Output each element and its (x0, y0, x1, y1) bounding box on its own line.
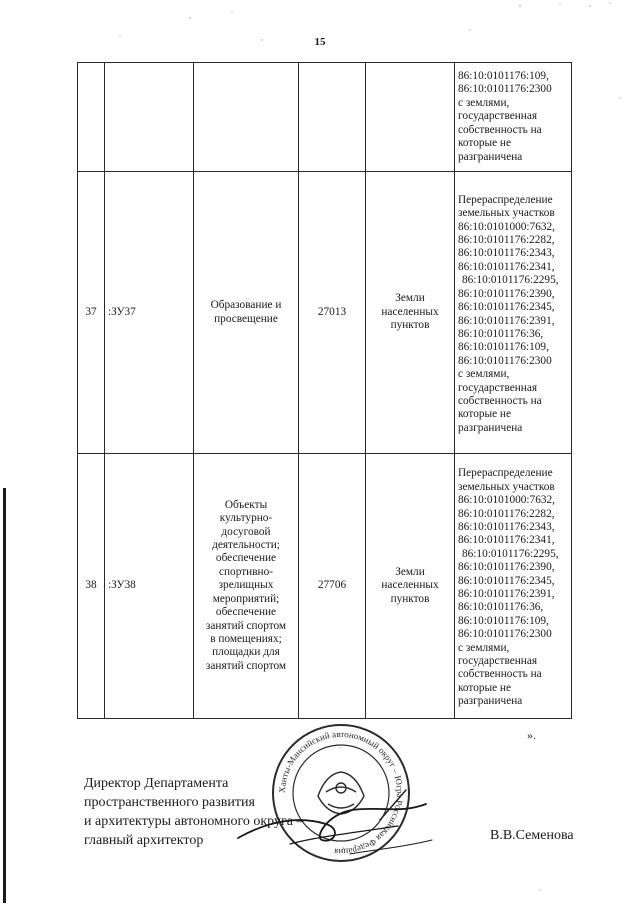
formation-method-cell (455, 454, 572, 719)
permitted-use-cell-line: занятий спортом (205, 659, 287, 672)
formation-method-cell-line: 86:10:0101176:109, (458, 341, 549, 354)
permitted-use-cell-line: площадки для (212, 646, 280, 659)
land-category-cell (366, 454, 455, 719)
row-number-cell (78, 63, 105, 172)
formation-method-cell-line: 86:10:0101176:2300 (458, 628, 552, 641)
permitted-use-cell-line: обеспечение (215, 552, 277, 565)
land-category-cell-line: Земли (395, 292, 425, 305)
formation-method-cell-line: разграничена (458, 421, 523, 434)
permitted-use-cell-line: обеспечение (215, 606, 277, 619)
formation-method-cell-line: 86:10:0101176:2343, (458, 247, 555, 260)
formation-method-cell-line: 86:10:0101176:109, (458, 614, 549, 627)
formation-method-cell-line: земельных участков (458, 207, 555, 220)
plot-code-cell: :ЗУ38 (105, 454, 194, 719)
permitted-use-cell-line: Образование и (210, 299, 282, 312)
land-category-cell (366, 172, 455, 454)
closing-quote: ». (527, 728, 536, 742)
scan-edge-bar (3, 488, 6, 903)
table-row (78, 454, 572, 719)
formation-method-cell-line: разграничена (458, 150, 523, 163)
permitted-use-cell-line: просвещение (214, 312, 278, 325)
formation-method-cell-line: 86:10:0101176:2390, (458, 561, 555, 574)
permitted-use-cell-line: деятельности; (212, 539, 280, 552)
formation-method-cell-line: которые не (458, 137, 511, 150)
seal-ring-text: Ханты-Мансийский автономный округ – Югра Российская Федерация (276, 728, 406, 858)
signatory-name: В.В.Семенова (490, 828, 574, 843)
permitted-use-cell-line: культурно- (219, 512, 273, 525)
formation-method-cell (455, 63, 572, 172)
formation-method-cell-line: Перераспределение (458, 193, 553, 206)
permitted-use-cell (194, 172, 299, 454)
formation-method-cell-line: 86:10:0101176:2390, (458, 287, 555, 300)
land-plot-table (77, 62, 572, 719)
permitted-use-cell-line: досуговой (221, 525, 271, 538)
formation-method-cell-line: государственная (458, 655, 538, 668)
formation-method-cell-line: 86:10:0101176:2300 (458, 83, 552, 96)
formation-method-cell-line: собственность на (458, 668, 542, 681)
row-number-cell: 37 (78, 172, 105, 454)
formation-method-cell-line: государственная (458, 381, 538, 394)
formation-method-cell-line: с землями, (458, 96, 510, 109)
formation-method-cell-line: 86:10:0101176:2341, (458, 260, 555, 273)
permitted-use-cell-line: в помещениях; (210, 632, 282, 645)
land-category-cell-line: Земли (395, 565, 425, 578)
position-line-2: пространственного развития (84, 795, 255, 810)
position-line-3: и архитектуры автономного округа – (84, 814, 304, 829)
position-line-1: Директор Департамента (84, 776, 229, 791)
formation-method-cell (455, 172, 572, 454)
formation-method-cell-line: 86:10:0101176:109, (458, 70, 549, 83)
formation-method-cell-line: 86:10:0101000:7632, (458, 220, 555, 233)
land-category-cell (366, 63, 455, 172)
formation-method-cell-line: 86:10:0101176:2295, (462, 547, 559, 560)
formation-method-cell-line: 86:10:0101176:2343, (458, 520, 555, 533)
formation-method-cell-line: государственная (458, 110, 538, 123)
formation-method-cell-line: собственность на (458, 123, 542, 136)
table-row (78, 63, 572, 172)
formation-method-cell-line: 86:10:0101176:36, (458, 601, 544, 614)
formation-method-cell-line: 86:10:0101176:2391, (458, 314, 555, 327)
permitted-use-cell-line: Объекты (224, 498, 268, 511)
formation-method-cell-line: 86:10:0101176:2295, (462, 274, 559, 287)
formation-method-cell-line: которые не (458, 681, 511, 694)
formation-method-cell-line: Перераспределение (458, 467, 553, 480)
formation-method-cell-line: земельных участков (458, 480, 555, 493)
land-category-cell-line: населенных (381, 579, 439, 592)
plot-code-cell (105, 63, 194, 172)
permitted-use-cell-line: занятий спортом (205, 619, 287, 632)
formation-method-cell-line: 86:10:0101176:2341, (458, 534, 555, 547)
formation-method-cell-line: 86:10:0101176:36, (458, 327, 544, 340)
page-number: 15 (314, 36, 326, 48)
table-row (78, 172, 572, 454)
permitted-use-cell (194, 63, 299, 172)
area-cell (299, 63, 366, 172)
row-number-cell: 38 (78, 454, 105, 719)
formation-method-cell-line: с землями, (458, 368, 510, 381)
signatory-position (84, 774, 303, 850)
position-line-4: главный архитектор (84, 833, 204, 848)
permitted-use-cell-line: мероприятий; (212, 592, 280, 605)
formation-method-cell-line: 86:10:0101176:2345, (458, 574, 555, 587)
permitted-use-cell-line: зрелищных (218, 579, 274, 592)
permitted-use-cell-line: спортивно- (219, 565, 273, 578)
land-category-cell-line: пунктов (390, 592, 430, 605)
formation-method-cell-line: 86:10:0101176:2300 (458, 354, 552, 367)
permitted-use-cell (194, 454, 299, 719)
formation-method-cell-line: с землями, (458, 641, 510, 654)
area-cell: 27013 (299, 172, 366, 454)
formation-method-cell-line: которые не (458, 408, 511, 421)
plot-code-cell: :ЗУ37 (105, 172, 194, 454)
land-category-cell-line: пунктов (390, 319, 430, 332)
formation-method-cell-line: 86:10:0101176:2345, (458, 301, 555, 314)
land-category-cell-line: населенных (381, 305, 439, 318)
formation-method-cell-line: 86:10:0101000:7632, (458, 494, 555, 507)
formation-method-cell-line: собственность на (458, 394, 542, 407)
formation-method-cell-line: разграничена (458, 695, 523, 708)
formation-method-cell-line: 86:10:0101176:2391, (458, 588, 555, 600)
formation-method-cell-line: 86:10:0101176:2282, (458, 234, 555, 247)
formation-method-cell-line: 86:10:0101176:2282, (458, 507, 555, 520)
area-cell: 27706 (299, 454, 366, 719)
